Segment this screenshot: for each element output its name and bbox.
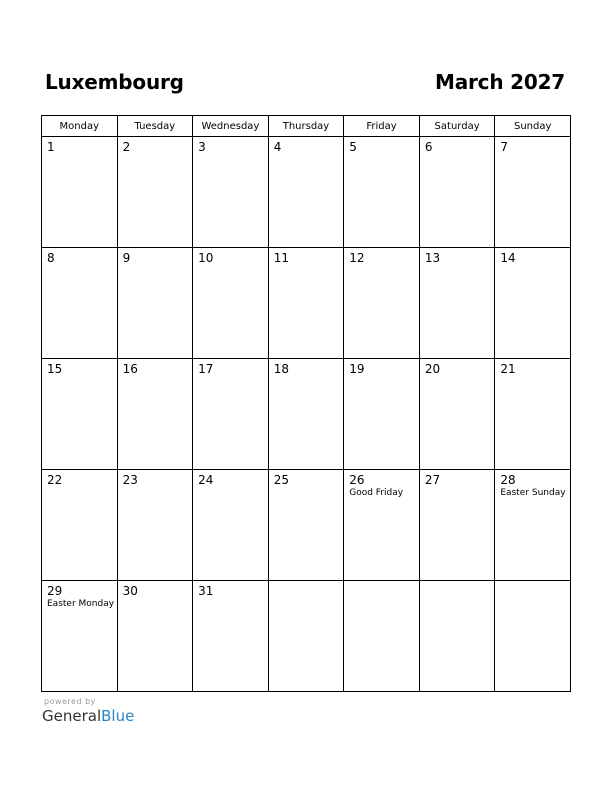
day-cell: [495, 581, 571, 692]
day-number: 27: [424, 473, 441, 487]
day-cell: [42, 359, 118, 470]
week-row: [42, 137, 571, 248]
day-cell: [344, 581, 420, 692]
week-row: [42, 470, 571, 581]
day-cell: [419, 470, 495, 581]
day-number: 2: [122, 140, 131, 154]
day-cell: [344, 470, 420, 581]
day-cell: [268, 248, 344, 359]
country-title: Luxembourg: [45, 70, 184, 94]
generalblue-logo: [42, 707, 134, 725]
day-cell: [193, 581, 269, 692]
day-cell: [419, 137, 495, 248]
day-cell: [419, 248, 495, 359]
brand-name-blue: Blue: [101, 707, 135, 725]
day-cell: [42, 581, 118, 692]
day-cell: [268, 359, 344, 470]
day-cell: [117, 248, 193, 359]
day-cell: [344, 359, 420, 470]
week-row: [42, 581, 571, 692]
day-number: 21: [500, 362, 516, 376]
day-cell: [268, 581, 344, 692]
day-cell: [495, 470, 571, 581]
day-cell: [42, 137, 118, 248]
week-row: [42, 359, 571, 470]
brand-footer: [42, 697, 134, 725]
day-number: 24: [198, 473, 214, 487]
day-number: 19: [349, 362, 365, 376]
day-cell: [495, 137, 571, 248]
calendar-grid: [41, 115, 571, 692]
day-number: 7: [500, 140, 509, 154]
day-number: 6: [424, 140, 433, 154]
day-number: 26: [349, 473, 365, 487]
day-cell: [495, 359, 571, 470]
powered-by-label: powered by: [44, 697, 96, 706]
week-row: [42, 248, 571, 359]
day-number: 1: [47, 140, 55, 154]
weekday-header: Friday: [344, 116, 420, 137]
day-number: 28: [500, 473, 516, 487]
day-number: 29: [47, 584, 63, 598]
day-cell: [419, 581, 495, 692]
day-cell: [117, 581, 193, 692]
day-number: 25: [273, 473, 289, 487]
holiday-label: Easter Sunday: [500, 488, 566, 498]
day-number: 15: [47, 362, 63, 376]
day-number: 23: [122, 473, 138, 487]
day-number: 30: [122, 584, 138, 598]
day-number: 10: [198, 251, 214, 265]
weekday-header: Monday: [42, 116, 118, 137]
day-number: 11: [273, 251, 289, 265]
weekday-header: Sunday: [495, 116, 571, 137]
day-number: 16: [122, 362, 138, 376]
day-cell: [344, 137, 420, 248]
weekday-header: Saturday: [419, 116, 495, 137]
day-number: 31: [198, 584, 214, 598]
day-number: 9: [122, 251, 131, 265]
day-cell: [344, 248, 420, 359]
weekday-header: Wednesday: [193, 116, 269, 137]
day-number: 22: [47, 473, 63, 487]
day-number: 20: [424, 362, 441, 376]
day-number: 12: [349, 251, 365, 265]
day-cell: [117, 359, 193, 470]
day-number: 17: [198, 362, 214, 376]
day-cell: [268, 470, 344, 581]
day-cell: [193, 470, 269, 581]
day-cell: [193, 359, 269, 470]
month-year-title: March 2027: [435, 70, 565, 94]
day-number: 14: [500, 251, 516, 265]
day-number: 8: [47, 251, 55, 265]
day-cell: [495, 248, 571, 359]
day-number: 5: [349, 140, 357, 154]
weekday-header-row: [42, 116, 571, 137]
holiday-label: Good Friday: [349, 488, 404, 498]
day-number: 3: [198, 140, 206, 154]
day-number: 18: [273, 362, 289, 376]
day-cell: [117, 470, 193, 581]
weekday-header: Thursday: [268, 116, 344, 137]
day-cell: [117, 137, 193, 248]
day-cell: [268, 137, 344, 248]
weekday-header: Tuesday: [117, 116, 193, 137]
day-number: 13: [424, 251, 441, 265]
day-cell: [193, 137, 269, 248]
day-number: 4: [273, 140, 282, 154]
day-cell: [42, 248, 118, 359]
holiday-label: Easter Monday: [47, 599, 115, 609]
day-cell: [419, 359, 495, 470]
day-cell: [42, 470, 118, 581]
brand-name-general: General: [42, 707, 102, 725]
day-cell: [193, 248, 269, 359]
